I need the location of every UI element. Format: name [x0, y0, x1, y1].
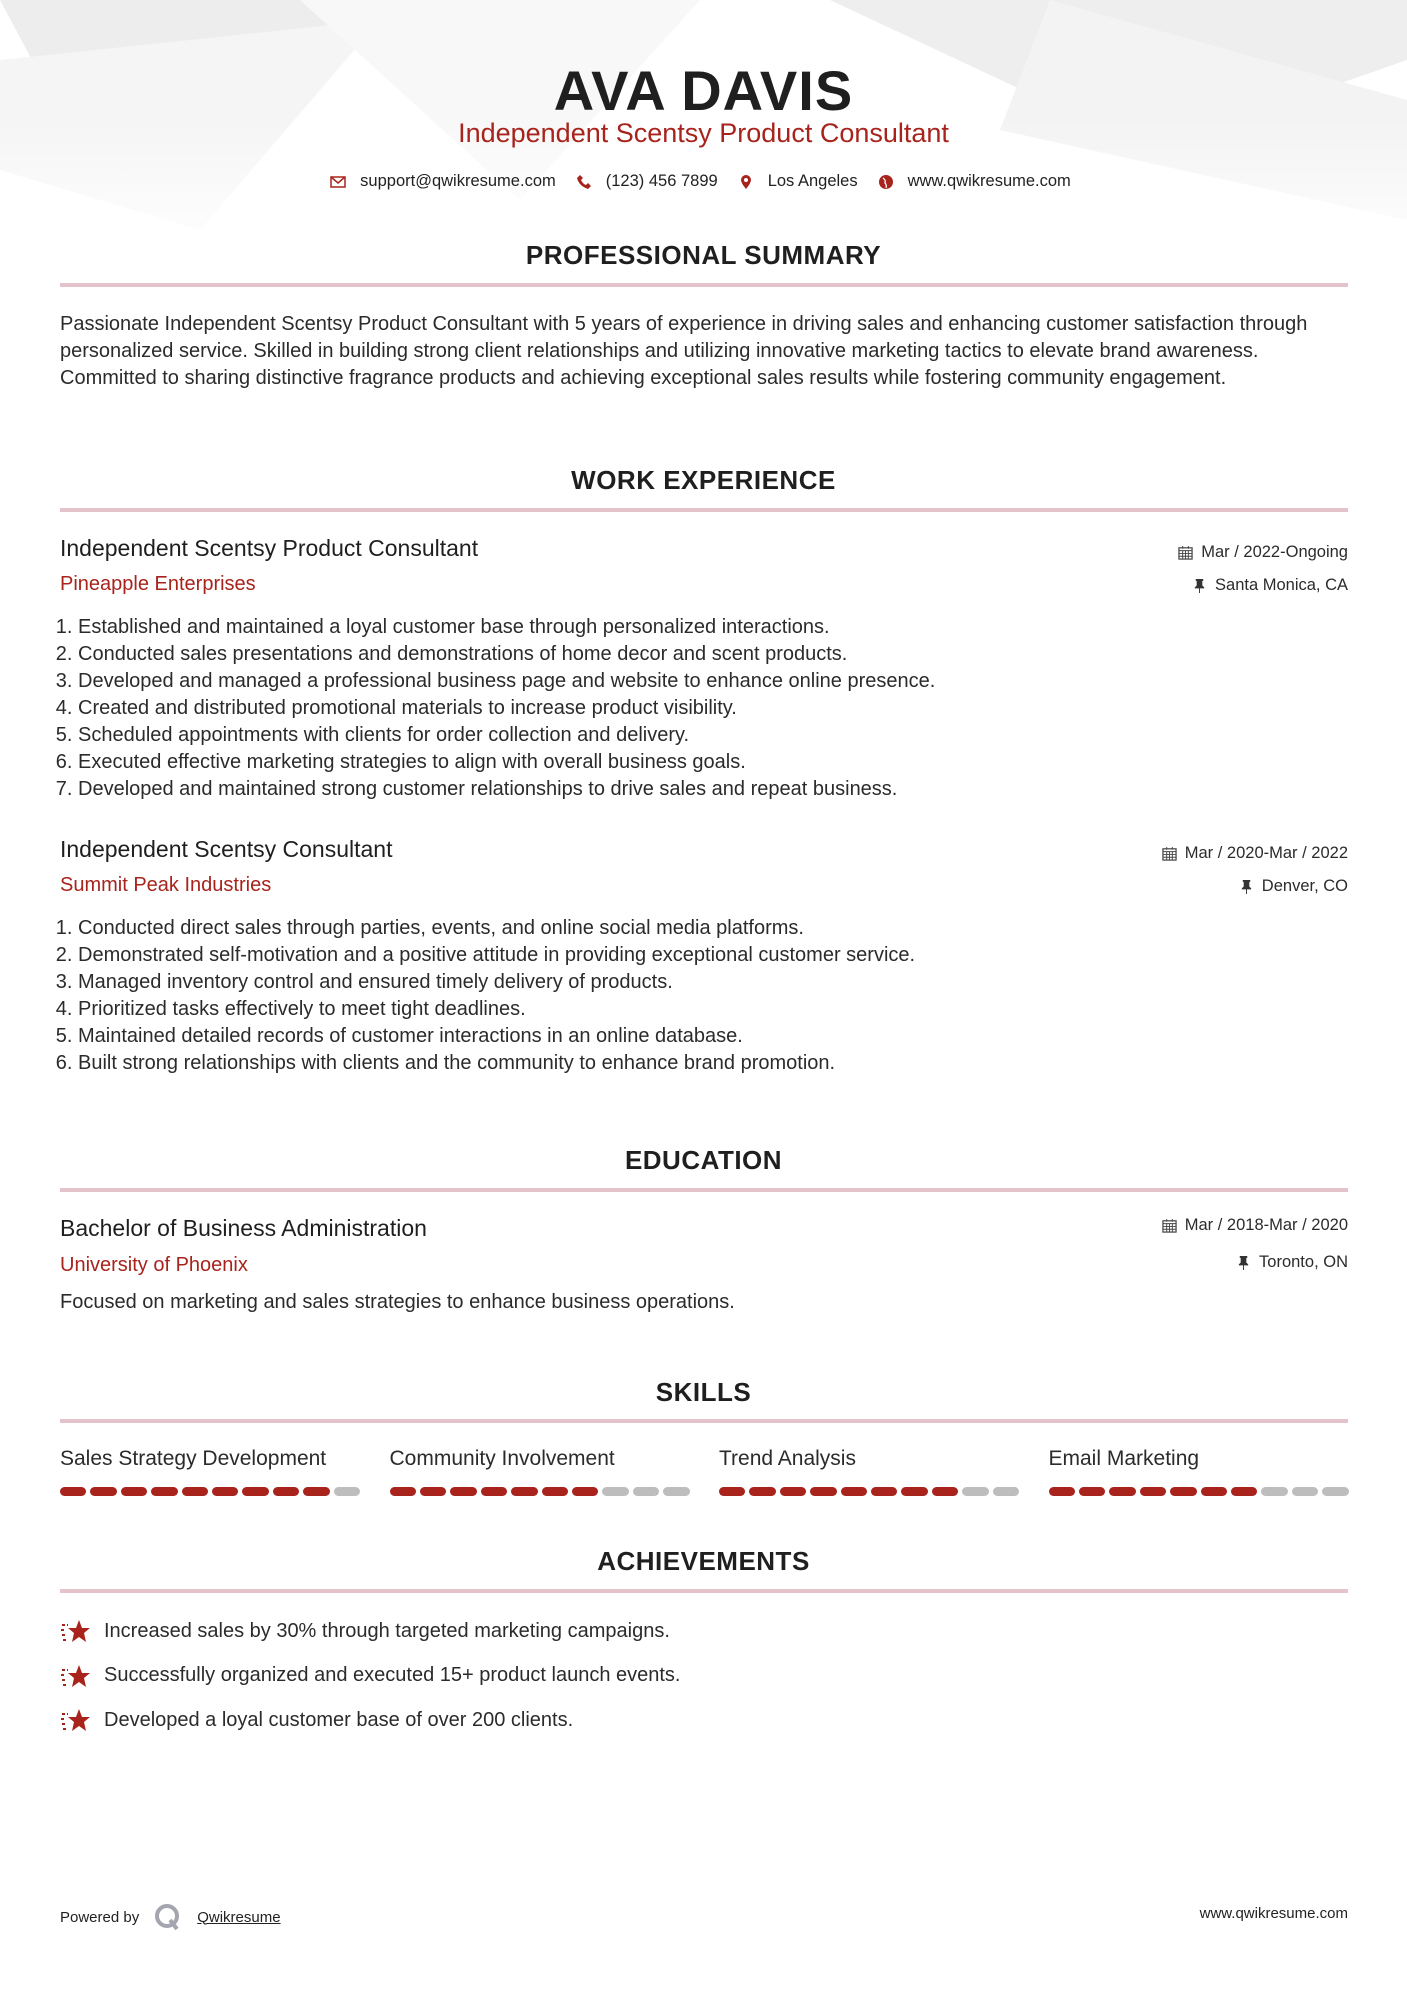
job-dates: [1162, 844, 1348, 863]
rating-dot-empty: [962, 1487, 988, 1496]
phone-text: (123) 456 7899: [605, 172, 718, 190]
job-title: Independent Scentsy Product Consultant: [60, 535, 479, 561]
rating-dot-filled: [511, 1487, 537, 1496]
bullet: 7. Developed and maintained strong customer relationships to drive sales and repeat business.: [78, 776, 1358, 803]
job-company: Pineapple Enterprises: [60, 573, 256, 595]
rating-dot-empty: [602, 1487, 628, 1496]
rating-dot-filled: [780, 1487, 806, 1496]
job-bullets: [60, 614, 1358, 803]
pushpin-icon: [1236, 1255, 1251, 1270]
bullet: 3. Managed inventory control and ensured timely delivery of products.: [78, 969, 1358, 996]
dates-text: Mar / 2018-Mar / 2020: [1184, 1216, 1348, 1234]
job-bullets: [60, 915, 1358, 1077]
bullet: 6. Executed effective marketing strategies to align with overall business goals.: [78, 749, 1358, 776]
pushpin-icon: [1192, 578, 1207, 593]
rating-dot-filled: [182, 1487, 208, 1496]
skills-heading: SKILLS: [655, 1377, 752, 1407]
section-divider: [60, 1188, 1348, 1192]
location-text: Denver, CO: [1261, 877, 1348, 895]
job-location: [1239, 877, 1348, 896]
rating-dot-filled: [871, 1487, 897, 1496]
rating-dot-filled: [1140, 1487, 1166, 1496]
bullet: 3. Developed and managed a professional business page and website to enhance online presence.: [78, 668, 1358, 695]
achievements-heading: ACHIEVEMENTS: [597, 1546, 810, 1576]
shooting-star-icon: [60, 1706, 92, 1734]
rating-dot-filled: [212, 1487, 238, 1496]
bullet: 4. Prioritized tasks effectively to meet tight deadlines.: [78, 996, 1358, 1023]
powered-by-text: Powered by: [60, 1908, 140, 1926]
rating-dot-filled: [121, 1487, 147, 1496]
job-company: Summit Peak Industries: [60, 874, 272, 896]
location-text: Los Angeles: [767, 172, 858, 190]
email-text: support@qwikresume.com: [360, 172, 556, 190]
achievement-text: Developed a loyal customer base of over 200 clients.: [104, 1708, 574, 1731]
qwikresume-logo-icon: [153, 1902, 183, 1932]
achievement-item: [60, 1617, 670, 1645]
summary-heading: PROFESSIONAL SUMMARY: [525, 240, 882, 270]
achievement-item: [60, 1662, 680, 1690]
contact-website[interactable]: [878, 172, 1071, 191]
contact-email[interactable]: [330, 172, 556, 191]
dates-text: Mar / 2022-Ongoing: [1201, 543, 1348, 561]
section-divider: [60, 283, 1348, 287]
skill-rating: [719, 1487, 1019, 1496]
education-location: [1236, 1253, 1348, 1272]
phone-icon: [576, 174, 592, 190]
skill-rating: [60, 1487, 360, 1496]
section-divider: [60, 1589, 1348, 1593]
rating-dot-filled: [810, 1487, 836, 1496]
rating-dot-filled: [841, 1487, 867, 1496]
rating-dot-filled: [1170, 1487, 1196, 1496]
rating-dot-filled: [420, 1487, 446, 1496]
rating-dot-filled: [719, 1487, 745, 1496]
envelope-icon: [330, 174, 346, 190]
calendar-icon: [1178, 545, 1193, 560]
candidate-name: AVA DAVIS: [553, 59, 854, 122]
rating-dot-filled: [1079, 1487, 1105, 1496]
job-dates: [1178, 543, 1348, 562]
bullet: 2. Conducted sales presentations and demonstrations of home decor and scent products.: [78, 641, 1358, 668]
rating-dot-filled: [481, 1487, 507, 1496]
rating-dot-filled: [1231, 1487, 1257, 1496]
pushpin-icon: [1239, 879, 1254, 894]
skill-rating: [1049, 1487, 1349, 1496]
shooting-star-icon: [60, 1662, 92, 1690]
candidate-title: Independent Scentsy Product Consultant: [458, 118, 949, 148]
summary-text: Passionate Independent Scentsy Product Consultant with 5 years of experience in driving sales and enhancing customer satisfaction through personalized service. Skilled in building strong client relationships and utilizing innovative marketing tactics to elevate brand awareness. Committed to sharing distinctive fragrance products and achieving exceptional sales results while fostering community engagement.: [60, 313, 1308, 389]
rating-dot-empty: [633, 1487, 659, 1496]
skill-rating: [390, 1487, 690, 1496]
shooting-star-icon: [60, 1617, 92, 1645]
rating-dot-filled: [390, 1487, 416, 1496]
bullet: 4. Created and distributed promotional materials to increase product visibility.: [78, 695, 1358, 722]
rating-dot-empty: [1292, 1487, 1318, 1496]
rating-dot-empty: [993, 1487, 1019, 1496]
school: University of Phoenix: [60, 1254, 248, 1276]
skill-name: Email Marketing: [1048, 1447, 1200, 1470]
rating-dot-filled: [60, 1487, 86, 1496]
rating-dot-filled: [1049, 1487, 1075, 1496]
degree: Bachelor of Business Administration: [60, 1215, 427, 1241]
footer-powered-by: [60, 1902, 281, 1932]
rating-dot-empty: [334, 1487, 360, 1496]
section-divider: [60, 508, 1348, 512]
skill-item: [390, 1447, 690, 1496]
rating-dot-filled: [1109, 1487, 1135, 1496]
contact-phone[interactable]: [576, 172, 718, 191]
skill-item: [719, 1447, 1019, 1496]
achievement-text: Increased sales by 30% through targeted marketing campaigns.: [104, 1619, 670, 1642]
rating-dot-filled: [749, 1487, 775, 1496]
job-location: [1192, 576, 1348, 595]
qwikresume-link[interactable]: Qwikresume: [197, 1908, 281, 1926]
website-text: www.qwikresume.com: [907, 172, 1071, 190]
rating-dot-empty: [1322, 1487, 1348, 1496]
education-dates: [1162, 1216, 1348, 1235]
bullet: 5. Maintained detailed records of customer interactions in an online database.: [78, 1023, 1358, 1050]
job-title: Independent Scentsy Consultant: [60, 836, 393, 862]
skill-name: Sales Strategy Development: [60, 1447, 327, 1470]
experience-heading: WORK EXPERIENCE: [571, 465, 836, 495]
rating-dot-filled: [542, 1487, 568, 1496]
skill-item: [60, 1447, 360, 1496]
skill-name: Community Involvement: [389, 1447, 615, 1470]
map-marker-icon: [738, 174, 754, 190]
bullet: 6. Built strong relationships with clients and the community to enhance brand promotion.: [78, 1050, 1358, 1077]
rating-dot-filled: [901, 1487, 927, 1496]
calendar-icon: [1162, 1218, 1177, 1233]
skill-name: Trend Analysis: [719, 1447, 856, 1470]
rating-dot-empty: [663, 1487, 689, 1496]
rating-dot-filled: [242, 1487, 268, 1496]
globe-icon: [878, 174, 894, 190]
education-heading: EDUCATION: [624, 1145, 783, 1175]
rating-dot-filled: [932, 1487, 958, 1496]
location-text: Santa Monica, CA: [1215, 576, 1348, 594]
rating-dot-filled: [151, 1487, 177, 1496]
section-divider: [60, 1419, 1348, 1423]
dates-text: Mar / 2020-Mar / 2022: [1184, 844, 1348, 862]
skill-item: [1049, 1447, 1349, 1496]
rating-dot-filled: [273, 1487, 299, 1496]
contact-bar: [0, 172, 1407, 191]
rating-dot-filled: [450, 1487, 476, 1496]
rating-dot-filled: [90, 1487, 116, 1496]
education-description: Focused on marketing and sales strategies to enhance business operations.: [60, 1291, 735, 1313]
calendar-icon: [1162, 846, 1177, 861]
rating-dot-filled: [1201, 1487, 1227, 1496]
bullet: 1. Conducted direct sales through parties, events, and online social media platforms.: [78, 915, 1358, 942]
contact-location: [738, 172, 858, 191]
bullet: 5. Scheduled appointments with clients for order collection and delivery.: [78, 722, 1358, 749]
rating-dot-empty: [1261, 1487, 1287, 1496]
bullet: 1. Established and maintained a loyal customer base through personalized interactions.: [78, 614, 1358, 641]
achievement-item: [60, 1706, 573, 1734]
rating-dot-filled: [572, 1487, 598, 1496]
location-text: Toronto, ON: [1259, 1253, 1348, 1271]
bullet: 2. Demonstrated self-motivation and a positive attitude in providing exceptional customer service.: [78, 942, 1358, 969]
footer-website[interactable]: www.qwikresume.com: [1199, 1905, 1348, 1922]
rating-dot-filled: [303, 1487, 329, 1496]
achievement-text: Successfully organized and executed 15+ product launch events.: [104, 1664, 681, 1686]
